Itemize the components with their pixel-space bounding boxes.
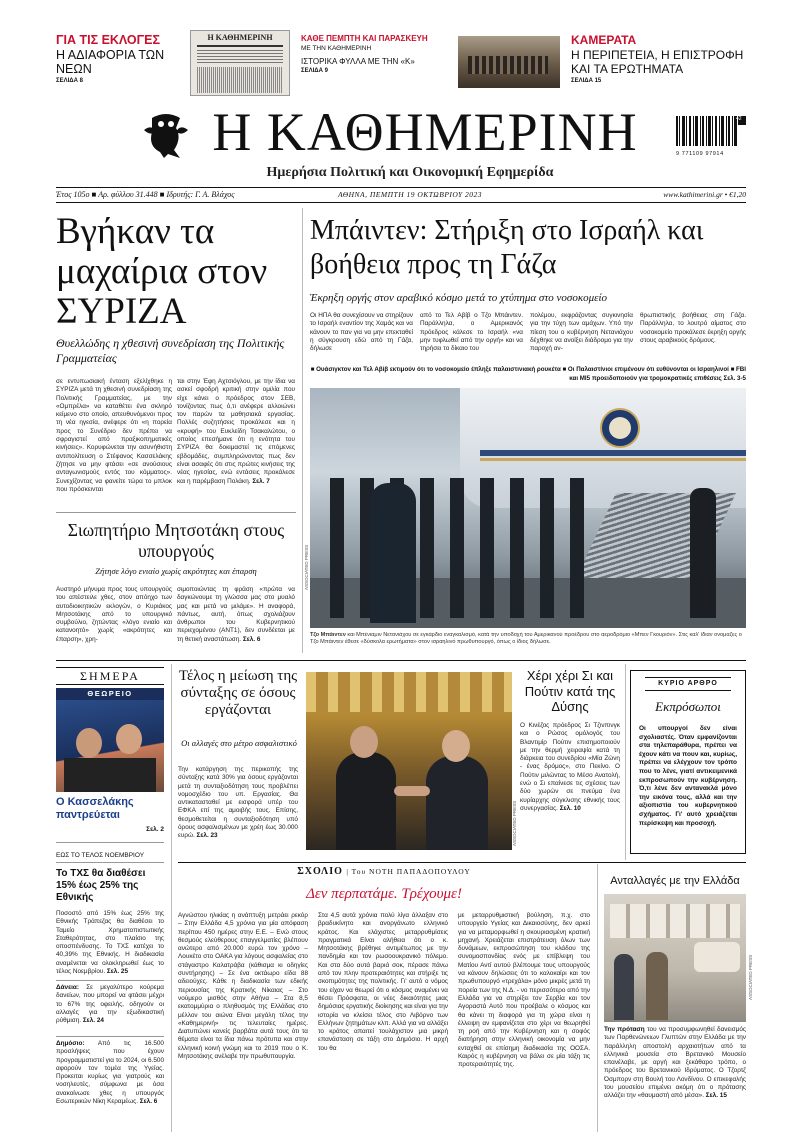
syriza-body-col2: ται στην Έφη Αχτσιόγλου, με την ίδια να ασκεί σφοδρή κριτική στην ομιλία που είχε κάνει ο πρόεδρος στον ΣΕΒ, τονίζοντας πως ό,τι ανέφερε αλλοιώνει τον παρών τα μαθησιακά εργασίας. Πολλές συζητήσεις προκάλεσε και η «κρυφή» του Ευκλείδη Τσακαλώτου, ο οποίος επεσήμανε ότι η ενότητα του ΣΥΡΙΖΑ θα δοκιμαστεί τις επόμενες εβδομάδες, συμπληρώνοντας πως δεν είναι ασαφές ότι στις πρώτες κινήσεις της νέας ηγεσίας, ενώ εντάσεις προκάλεσε και η παρέμβαση Πολάκη. Σελ. 7	[177, 378, 295, 485]
scholio-col1: Αγνώστου ηλικίας η ανάπτυξη μετράει ρεκόρ – Στην Ελλάδα 4,5 χρόνια για μία απόφαση περίπου 450 ημέρες στην Ε.Ε. – Ενώ στους θεσμούς ελεύθερους επαγγελματίες βλέπουν ανώτερο από 20.000 ευρώ τον χρόνο – Λουκέτο στο ΟΑΚΑ για λόγους ασφαλείας στο στάγαστρο Καλατράβα (κάθισμα κι οδηγίες συντήρησης) – Σε ένα οκτάωρο είδα 88 αδειούχες. Κάθε η διαδικασία των εδικής περιουσίας της Κρατικής Νίκαιας – Στο νούμερο μισθός στην Αθήνα – Στα 8,5 εκατομμύρια ο πληθυσμός της Ελλάδας στο μέλλον του αιώνα Είναι μεγάλη τέλος την «Καθημερινή» τις τελευταίες ημέρες. Διατυπώνει κανείς βαρβάτα αυτά τους ότι τα θέματα είναι τα ίδια πάνω πρότυπα και στην ελληνική κοινή γνώμη και το 2019 που ο Κ. Μητσοτάκης ανέλαβε την πρωθυπουργία.	[178, 912, 308, 1061]
xi-putin-photo[interactable]	[306, 672, 512, 850]
issue-meta: Έτος 105ο ■ Αρ. φύλλου 31.448 ■ Ιδρυτής: Γ. Α. Βλάχος	[56, 190, 235, 199]
syriza-headline[interactable]: Βγήκαν τα μαχαίρια στον ΣΥΡΙΖΑ	[56, 211, 268, 332]
syriza-deck: Θυελλώδης η χθεσινή συνεδρίαση της Πολιτικής Γραμματείας	[56, 336, 285, 365]
biden-bullets: ■ Ουάσιγκτον και Τελ Αβίβ εκτιμούν ότι το νοσοκομείο έπληξε παλαιστινιακή ρουκέτα ■ Οι Παλαιστίνιοι επιμένουν ότι ευθύνονται οι Ισραηλινοί ■ FBI και MI5 προειδοποιούν για τρομοκρατικές επιθέσεις Σελ. 3-5	[310, 366, 746, 382]
putin-headline[interactable]: Χέρι χέρι Σι και Πούτιν κατά της Δύσης	[524, 668, 616, 714]
teaser-title: Η ΠΕΡΙΠΕΤΕΙΑ, Η ΕΠΙΣΤΡΟΦΗ ΚΑΙ ΤΑ ΕΡΩΤΗΜΑΤΑ	[571, 48, 744, 76]
scholio-header	[178, 866, 590, 877]
editorial-body: Οι υπουργοί δεν είναι σχολιαστές. Όταν εμφανίζονται στα τηλεπαράθυρα, πρέπει να έχουν κάτι να πουν και, κυρίως, πρέπει να ελέγχουν τον τρόπο που το λένε, γιατί αντικειμενικά εκπροσωπούν την κυβέρνηση. Ό,τι λένε δεν αντανακλά μόνο την εικόνα τους, αλλά και την αξιοπιστία του κυβερνητικού σχήματος. Γι' αυτό χρειάζεται περίσκεψη και προσοχή.	[639, 725, 737, 827]
biden-netanyahu-photo[interactable]	[310, 388, 746, 628]
scholio-col2: Στα 4,5 αυτά χρόνια πολύ λίγα άλλαξαν στο βραδυκίνητο και ανοργάνωτο ελληνικό κράτος. Και ελάχιστες μεταρρυθμίσεις πραγματικά Είναι αλήθεια ότι ο κ. Μητσοτάκης βρέθηκε αντιμέτωπος με την πανδημία και τον ρωσοουκρανικό πόλεμο. Και στα δύο αυτά βαριά σοκ, πέρασε πάνω από τον πλην προτεραιότητες και στήριξε τις σκοπιμότητες της πολιτικής. Γι' αυτό ο νόμος του είχαν να θεωρεί ότι ο κόσμος αναμένει να θέσει Πρόσφατα, οι νέες δικαιότητες μιας δημόσιας εργατικής διοίκησης και είναι για την ιστορία να κλείσει τέλος στο Λιβόρνο των Ελλήνων ζητημάτων κλπ. Αλλά για να αλλάξει το κράτος απαιτεί τουλάχιστον μια μικρή επανάσταση σε τάξη στο Δημόσιο. Η αρχή του θα	[318, 912, 448, 1052]
txh-body: Ποσοστό από 15% έως 25% της Εθνικής Τράπεζας θα διαθέσει το Ταμείο Χρηματοπιστωτικής Σταθερότητας, στο πλαίσιο της οποσπένδυσης. Το ΤΧΣ κατέχει το 40,39% της Εθνικής. Η διαδικασία αναμένεται να ολοκληρωθεί έως το τέλος Νοεμβρίου. Σελ. 25	[56, 910, 164, 976]
simera-title[interactable]: Ο Κασσελάκης παντρεύεται	[56, 796, 134, 821]
camerata-photo	[458, 36, 560, 88]
issue-date: ΑΘΗΝΑ, ΠΕΜΠΤΗ 19 ΟΚΤΩΒΡΙΟΥ 2023	[337, 190, 483, 199]
txh-kicker: ΕΩΣ ΤΟ ΤΕΛΟΣ ΝΟΕΜΒΡΙΟΥ	[56, 852, 164, 863]
teaser-title: ΙΣΤΟΡΙΚΑ ΦΥΛΛΑ ΜΕ ΤΗΝ «Κ»	[301, 56, 415, 66]
teaser-page: ΣΕΛΙΔΑ 8	[56, 78, 83, 84]
issue-code: 42	[736, 116, 742, 122]
masthead-title: Η ΚΑΘΗΜΕΡΙΝΗ	[212, 102, 638, 162]
syriza-body-col1: σε εντυπωσιακή ένταση εξελίχθηκε η ΣΥΡΙΖΑ μετά τη χθεσινή συνεδρίαση της Πολιτικής Γραμματείας, με την «Ομπρέλα» να καταθέτει ένα σκληρό κείμενο στο οποίο, απευθυνόμενοι προς τη νέα ηγεσία, ανέφερε ότι «η πορεία προς το Συνέδριο δεν πρέπει να σφραγιστεί από πραξικοπηματικές κινήσεις». Κορυφώνεται την ασυνήθιστη αντιπολίτευση ο Στέφανος Κασσελάκης ζήτησε να μην φτάσει «σε ανούσιους ανταγωνισμούς εντός του κόμματος». Συνεχίζοντας να φανείτε τώρα το μπλοκ που πρόσκεινται	[56, 378, 172, 493]
biden-headline[interactable]: Μπάιντεν: Στήριξη στο Ισραήλ και βοήθεια προς τη Γάζα	[310, 215, 704, 280]
scholio-author: | Του ΝΟΤΗ ΠΑΠΑΔΟΠΟΥΛΟΥ	[346, 867, 471, 876]
presidential-seal-icon	[600, 408, 640, 448]
biden-col3: πολέμου, εκφράζοντας συγκινησία για την τύχη των αμάχων. Υπό την πίεση του ο κυβέρνηση Νετανιάχου δέχθηκε να ανοίξει διάδρομο για την παροχή αν-	[530, 312, 633, 353]
biden-col4: θρωπιστικής βοήθειας στη Γάζα. Παράλληλα, το λουτρό αίματος στο νοσοκομείο προκάλεσε έκρηξη οργής στους αραβικούς δρόμους.	[640, 312, 746, 344]
biden-deck: Έκρηξη οργής στον αραβικό κόσμο μετά το χτύπημα στο νοσοκομείο	[310, 292, 608, 304]
brief-loans: Δάνεια: Σε μεγαλύτερο κούρεμα δανείων, που μπορεί να φτάσει μέχρι το 67% της οφειλής, οδηγούν οι αλλαγές για την εξωδικαστική ρύθμιση. Σελ. 24	[56, 984, 164, 1025]
owl-logo-icon	[142, 110, 190, 160]
theoreio-label: ΘΕΩΡΕΙΟ	[56, 688, 164, 700]
brief-public-sector: Δημόσιο: Από τις 16.500 προσλήψεις που έχουν προγραμματιστεί για το 2024, οι 6.500 αφορούν τον τομέα της Υγείας. Προκειται κυρίως για γιατρούς και νοσηλευτές, σύμφωνα με όσα ανακοίνωσε χθες η υπουργός Εσωτερικών Νίκη Κεραμέως. Σελ. 6	[56, 1040, 164, 1106]
teaser-page: ΣΕΛΙΔΑ 15	[571, 78, 602, 84]
masthead-subtitle: Ημερήσια Πολιτική και Οικονομική Εφημερίδα	[266, 165, 554, 180]
simera-label: ΣΗΜΕΡΑ	[56, 667, 164, 685]
teaser-sub: ΜΕ ΤΗΝ ΚΑΘΗΜΕΡΙΝΗ	[301, 44, 372, 52]
biden-col2: από το Τελ Αβίβ ο Τζο Μπάιντεν. Παράλληλα, ο Αμερικανός πρόεδρος κάλεσε το Ισραήλ «να μην τυφλωθεί από την οργή» και να τηρήσει το δίκαιο του	[420, 312, 523, 353]
kasselakis-photo[interactable]	[56, 700, 164, 792]
biden-col1: Οι ΗΠΑ θα συνεχίσουν να στηρίζουν το Ισραήλ εναντίον της Χαμάς και να κάνουν το παν για να μην επεκταθεί η σύγκρουση εδώ από τη Γάζα, δήλωσε	[310, 312, 413, 353]
txh-headline[interactable]: Το ΤΧΣ θα διαθέσει 15% έως 25% της Εθνικής	[56, 868, 146, 903]
mitsotakis-headline[interactable]: Σιωπητήριο Μητσοτάκη στους υπουργούς	[67, 520, 285, 561]
scholio-col3: με μεταρρυθμιστική βούληση, π.χ. στο υπουργείο Υγείας και Δικαιοσύνης, δεν αρκεί για να μεταμορφωθεί η σκουριασμένη κρατική μηχανή. Χρειάζεται επιστράτευση όλων των δυνάμεων, εκπροσώπηση του κλάδου της συνομοσπονδίας ενός με επίβλεψη του Ματίου Αντί αυτού βλέπουμε τους υπουργούς να κάνουν δηλώσεις ότι το καλοκαίρι και τον πρωθυπουργό «τρεχάλα» μόνο μικρές μετά τη πορεία των της Ν.Δ. - νο περισσότερο από την Ελλάδα για να στηρίξει τον Σερβία και τον Αγοραστά Αυτό που προέβαλε ο κόσμος και θα κάνει τη διαφορά για τη χώρα είναι η έλλειψη αν εμφανίζεται στο χέρι να θεωρηθεί τη ροή από την Κυβέρνηση και η σοφός διατήρηση στην ελληνική οικονομία να μην ενταχθεί σε επίσημη διαδικασία της ΟΟΣΑ. Καιρός η κυβέρνηση να βάλει σε μία τάξη τις προτεραιότητές της.	[458, 912, 590, 1069]
teaser-title: Η ΑΔΙΑΦΟΡΙΑ ΤΩΝ ΝΕΩΝ	[56, 48, 165, 76]
barcode-number: 9 771109 97914	[676, 151, 724, 157]
teaser-kicker: ΚΑΜΕΡΑΤΑ	[571, 33, 637, 47]
biden-caption: Τζο Μπάιντεν και Μπένιαμιν Νετανιάχου σε εγκάρδιο εναγκαλισμό, κατά την υποδοχή του Αμερικανού προέδρου στο αεροδρόμιο «Μπεν Γκουριόν». Στις καλ' ίδιαν ονομαζες ο Τζο Μπάιντεν έθεσε «δύσκολα ερωτήματα» στον ισραηλινό πρωθυπουργό, όπως ο ίδιος δήλωσε.	[310, 632, 742, 645]
mitsotakis-deck: Ζήτησε λόγο ενιαίο χωρίς ακρότητες και έπαρση	[95, 566, 257, 576]
top-teaser-1[interactable]	[56, 34, 176, 92]
elgin-body: Την πρόταση του να προσυμφωνηθεί δανεισμός των Παρθενώνειων Γλυπτών στην Ελλάδα με την παράλληλη αποστολή αρχαιοτήτων από τα ελληνικά μουσεία στο Βρετανικό Μουσείο επανέλαβε, με αργή και ξεκάθαρο τρόπο, ο πρόεδρος του Βρετανικού Ιδρύματος. Ο Τζορτζ Όσμπορν στη Βουλή του Λονδίνου. Ο επικεφαλής του μουσείου επιμένει ακόμη ότι ο πρότασης αλλάζει την «θαυμαστή από μέσα». Σελ. 15	[604, 1026, 746, 1100]
editorial-label: ΚΥΡΙΟ ΑΡΘΡΟ	[645, 677, 731, 691]
editorial-box	[630, 670, 746, 854]
simera-ref: Σελ. 2	[146, 826, 164, 833]
putin-body: Ο Κινέζος πρόεδρος Σι Τζινπινγκ και ο Ρώσος ομόλογός του Βλαντιμίρ Πούτιν επισημοποιούν με την θερμή χειραψία κατά τη διάρκεια του συνεδρίου «Μία Ζώνη - ένας δρόμος», στο Πεκίνο. Ο Πούτιν μιλώντας το Μέσο Ανατολή, ενώ ο Σι επαίνεσε τις σχέσεις των δύο χωρών σε πνεύμα ένα κυρίαρχης σύγκλισης εθνικής τους συνεργασίας. Σελ. 10	[520, 722, 620, 812]
historic-newspaper-thumbnail	[190, 30, 290, 96]
xi-photo-credit: ASSOCIATED PRESS	[512, 800, 517, 846]
thumbnail-masthead: Η ΚΑΘΗΜΕΡΙΝΗ	[207, 33, 273, 42]
teaser-kicker: ΚΑΘΕ ΠΕΜΠΤΗ ΚΑΙ ΠΑΡΑΣΚΕΥΗ	[301, 34, 428, 43]
elgin-headline[interactable]: Ανταλλαγές με την Ελλάδα	[610, 875, 740, 887]
elgin-photo-credit: ASSOCIATED PRESS	[748, 954, 753, 1000]
teaser-kicker: ΓΙΑ ΤΙΣ ΕΚΛΟΓΕΣ	[56, 33, 161, 47]
photo-credit: ASSOCIATED PRESS	[304, 544, 309, 590]
scholio-title[interactable]: Δεν περπατάμε. Τρέχουμε!	[306, 886, 462, 902]
website-price[interactable]: www.kathimerini.gr • €1,20	[663, 190, 746, 199]
teaser-page: ΣΕΛΙΔΑ 9	[301, 67, 328, 74]
mitsotakis-body-col2: σιμοποιώντας τη φράση «πρώτα να δαγκώνουμε τη γλώσσα μας στο μυαλό μας και μετά να μιλάμε». Η αναφορά, πάντως, αυτή, όπως σχολιάζουν άνθρωποι του Κυβερνητικού περιεχομένου (ΑΝΤ1), δεν συνδέεται με τη θετική αναστάτωση. Σελ. 6	[177, 586, 295, 643]
parthenon-marbles-photo[interactable]	[604, 894, 746, 1022]
editorial-title: Εκπρόσωποι	[655, 699, 721, 714]
top-teaser-2[interactable]	[301, 34, 456, 94]
mitsotakis-body-col1: Αυστηρό μήνυμα προς τους υπουργούς του απέστειλε χθες, στον απόηχο των αυτοδιοικητικών εκλογών, ο Κυριάκος Μητσοτάκης από το υπουργικό συμβούλιο, ζητώντας «λόγο ενιαίο και κατανοητό» χωρίς «ακρότητες και έπαρση», χρη-	[56, 586, 172, 643]
pension-body: Την κατάργηση της περικοπής της σύνταξης κατά 30% για όσους εργάζονται μετά τη συνταξιοδότηση τους προβλέπει νομοσχέδιο του υπ. Εργασίας. Θα αντικατασταθεί με εισφορά υπέρ του ΕΦΚΑ επί της αμοιβής τους. Επίσης, θεσμοθετείται η συνταξιοδότηση υπό όρους ασφαλισμένων με χρέη έως 30.000 ευρώ. Σελ. 23	[178, 766, 298, 840]
pension-deck: Οι αλλαγές στο μέτρο ασφαλιστικό	[181, 738, 297, 748]
pension-headline[interactable]: Τέλος η μείωση της σύνταξης σε όσους εργάζονται	[178, 668, 298, 718]
scholio-label: ΣΧΟΛΙΟ	[297, 866, 343, 877]
top-teaser-3[interactable]	[571, 34, 746, 94]
